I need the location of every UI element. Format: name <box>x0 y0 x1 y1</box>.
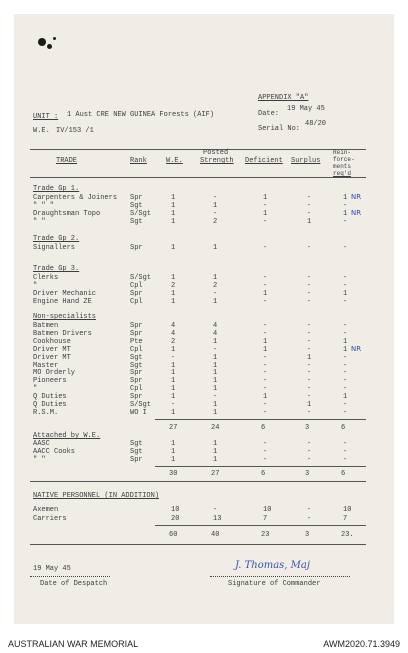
nr-annotation: NR <box>351 344 362 353</box>
rank-cell: Sgt <box>130 447 143 456</box>
posted-cell: 1 <box>213 440 218 448</box>
group-title: Trade Gp 2. <box>33 235 80 243</box>
posted-cell: - <box>213 393 218 402</box>
attached-title: Attached by W.E. <box>33 432 101 440</box>
caption-right: AWM2020.71.3949 <box>323 639 400 649</box>
we-cell: 1 <box>171 274 176 282</box>
posted-cell: 1 <box>213 447 218 456</box>
rank-cell: Cpl <box>130 297 143 306</box>
posted-cell: 1 <box>213 274 218 282</box>
deficient-cell: 1 <box>263 194 268 202</box>
we-value: IV/153 /1 <box>56 127 94 135</box>
posted-cell: 2 <box>213 281 218 290</box>
rank-cell: Spr <box>130 377 143 386</box>
deficient-cell: 10 <box>263 506 272 514</box>
posted-cell: 1 <box>213 455 218 464</box>
reinf-cell: 10 <box>343 506 352 514</box>
reinf-cell: 7 <box>343 515 348 523</box>
posted-cell: 1 <box>213 353 218 362</box>
total-deficient: 6 <box>261 424 266 432</box>
trade-cell: Signallers <box>33 244 76 252</box>
posted-cell: - <box>213 194 218 202</box>
deficient-cell: - <box>263 353 268 362</box>
subtotal-rule <box>155 466 366 467</box>
deficient-cell: - <box>263 377 268 386</box>
reinf-cell: - <box>343 369 348 378</box>
rank-cell: S/Sgt <box>130 209 152 218</box>
surplus-cell: - <box>307 447 312 456</box>
surplus-cell: - <box>307 377 312 386</box>
surplus-cell: - <box>307 274 312 282</box>
reinf-cell: 1 <box>343 337 348 346</box>
total-posted: 24 <box>211 424 220 432</box>
reinf-cell: - <box>343 244 348 252</box>
surplus-cell: - <box>307 329 312 338</box>
surplus-cell: - <box>307 201 312 210</box>
rank-cell: Sgt <box>130 361 143 370</box>
col-reinf: req'd <box>333 170 352 177</box>
total-deficient: 6 <box>261 470 266 478</box>
we-cell: 1 <box>171 297 176 306</box>
posted-cell: 4 <box>213 329 218 338</box>
col-we: W.E. <box>166 157 183 165</box>
surplus-cell: - <box>307 393 312 402</box>
deficient-cell: 1 <box>263 393 268 402</box>
we-cell: 2 <box>171 337 176 346</box>
reinf-cell: - <box>343 401 348 409</box>
surplus-cell: 1 <box>307 353 312 362</box>
posted-cell: 1 <box>213 401 218 409</box>
nr-annotation: NR <box>351 193 362 201</box>
col-rank: Rank <box>130 157 147 165</box>
deficient-cell: - <box>263 217 268 226</box>
reinf-cell: - <box>343 377 348 386</box>
posted-cell: 2 <box>213 217 218 226</box>
posted-cell: 1 <box>213 201 218 210</box>
we-cell: - <box>171 401 176 409</box>
we-cell: 2 <box>171 281 176 290</box>
trade-cell: Master <box>33 361 59 370</box>
rank-cell: Cpl <box>130 345 143 354</box>
trade-cell: Pioneers <box>33 377 67 386</box>
trade-cell: Driver Mechanic <box>33 289 97 298</box>
section-rule <box>30 481 366 482</box>
posted-cell: - <box>213 289 218 298</box>
deficient-cell: - <box>263 281 268 290</box>
group-title: Trade Gp 1. <box>33 185 80 193</box>
deficient-cell: - <box>263 401 268 409</box>
reinf-cell: - <box>343 353 348 362</box>
surplus-cell: - <box>307 297 312 306</box>
surplus-cell: - <box>307 455 312 464</box>
caption-left: AUSTRALIAN WAR MEMORIAL <box>8 639 139 649</box>
total-rule <box>155 525 366 526</box>
trade-cell: Driver MT <box>33 345 71 354</box>
column-header-rule <box>30 177 366 178</box>
trade-cell: Cookhouse <box>33 337 71 346</box>
col-trade: TRADE <box>56 157 78 165</box>
nr-annotation: NR <box>351 208 362 217</box>
deficient-cell: - <box>263 297 268 306</box>
rank-cell: Sgt <box>130 353 143 362</box>
total-we: 27 <box>169 424 178 432</box>
total-reinf: 6 <box>341 424 346 432</box>
deficient-cell: 7 <box>263 515 268 523</box>
we-cell: 20 <box>171 515 180 523</box>
reinf-cell: - <box>343 329 348 338</box>
posted-cell: 1 <box>213 385 218 394</box>
dispatch-label: Date of Despatch <box>40 580 108 588</box>
trade-cell: Q Duties <box>33 393 67 402</box>
we-cell: 1 <box>171 217 176 226</box>
trade-cell: " " <box>33 217 46 226</box>
reinf-cell: - <box>343 281 348 290</box>
unit-label: UNIT : <box>33 113 59 121</box>
reinf-cell: 1 <box>343 345 348 354</box>
deficient-cell: - <box>263 244 268 252</box>
trade-cell: Engine Hand ZE <box>33 297 92 306</box>
surplus-cell: - <box>307 345 312 354</box>
trade-cell: Carriers <box>33 515 67 523</box>
we-cell: 1 <box>171 244 176 252</box>
trade-cell: Clerks <box>33 274 59 282</box>
col-reinf: forcе- <box>333 156 355 163</box>
deficient-cell: - <box>263 369 268 378</box>
posted-cell: 1 <box>213 377 218 386</box>
trade-cell: MO Orderly <box>33 369 76 378</box>
group-title: Trade Gp 3. <box>33 265 80 273</box>
surplus-cell: - <box>307 209 312 218</box>
serial-label: Serial No: <box>258 125 301 133</box>
we-cell: 1 <box>171 440 176 448</box>
reinf-cell: - <box>343 455 348 464</box>
posted-cell: - <box>213 345 218 354</box>
col-reinf: ments <box>333 163 352 170</box>
punch-hole <box>47 44 52 49</box>
header-rule <box>30 149 366 150</box>
posted-cell: - <box>213 209 218 218</box>
surplus-cell: - <box>307 506 312 514</box>
date-label: Date: <box>258 110 280 118</box>
posted-cell: 1 <box>213 369 218 378</box>
we-cell: 1 <box>171 369 176 378</box>
rank-cell: Spr <box>130 369 143 378</box>
surplus-cell: - <box>307 244 312 252</box>
reinf-cell: - <box>343 274 348 282</box>
rank-cell: Spr <box>130 244 143 252</box>
reinf-cell: - <box>343 201 348 210</box>
appendix-label: APPENDIX "A" <box>258 94 309 102</box>
col-surplus: Surplus <box>291 157 321 165</box>
total-surplus: 3 <box>305 424 310 432</box>
total-we: 30 <box>169 470 178 478</box>
surplus-cell: - <box>307 289 312 298</box>
rank-cell: Spr <box>130 194 143 202</box>
reinf-cell: - <box>343 440 348 448</box>
deficient-cell: - <box>263 440 268 448</box>
surplus-cell: - <box>307 322 312 330</box>
col-deficient: Deficient <box>245 157 283 165</box>
deficient-cell: - <box>263 455 268 464</box>
posted-cell: 1 <box>213 297 218 306</box>
we-cell: 1 <box>171 361 176 370</box>
date-value: 19 May 45 <box>287 105 325 113</box>
trade-cell: " " " <box>33 201 55 210</box>
dispatch-dots <box>30 576 110 577</box>
reinf-cell: 1 <box>343 194 348 202</box>
surplus-cell: - <box>307 385 312 394</box>
reinf-cell: - <box>343 361 348 370</box>
rank-cell: Sgt <box>130 201 143 210</box>
posted-cell: - <box>213 506 218 514</box>
rank-cell: WO I <box>130 408 147 417</box>
total-reinf: 23. <box>341 531 354 539</box>
deficient-cell: - <box>263 274 268 282</box>
posted-cell: 4 <box>213 322 218 330</box>
trade-cell: Driver MT <box>33 353 71 362</box>
we-cell: 1 <box>171 289 176 298</box>
reinf-cell: 1 <box>343 393 348 402</box>
reinf-cell: - <box>343 217 348 226</box>
total-we: 60 <box>169 531 178 539</box>
we-cell: 1 <box>171 209 176 218</box>
surplus-cell: - <box>307 515 312 523</box>
deficient-cell: - <box>263 408 268 417</box>
rank-cell: Cpl <box>130 385 143 394</box>
surplus-cell: - <box>307 440 312 448</box>
rank-cell: Pte <box>130 337 143 346</box>
group-title: Non-specialists <box>33 313 97 321</box>
col-posted: Strength <box>200 157 234 165</box>
we-label: W.E. <box>33 127 50 135</box>
surplus-cell: - <box>307 281 312 290</box>
reinf-cell: - <box>343 297 348 306</box>
dispatch-date: 19 May 45 <box>33 565 71 573</box>
surplus-cell: - <box>307 194 312 202</box>
trade-cell: Batmen Drivers <box>33 329 92 338</box>
we-cell: 10 <box>171 506 180 514</box>
total-surplus: 3 <box>305 531 310 539</box>
we-cell: 1 <box>171 201 176 210</box>
rank-cell: Spr <box>130 393 143 402</box>
trade-cell: AACC Cooks <box>33 447 76 456</box>
surplus-cell: - <box>307 337 312 346</box>
deficient-cell: 1 <box>263 209 268 218</box>
reinf-cell: - <box>343 408 348 417</box>
posted-cell: 1 <box>213 361 218 370</box>
unit-value: 1 Aust CRE NEW GUINEA Forests (AIF) <box>67 111 215 119</box>
rank-cell: Sgt <box>130 440 143 448</box>
we-cell: 1 <box>171 393 176 402</box>
rank-cell: S/Sgt <box>130 274 152 282</box>
we-cell: 1 <box>171 447 176 456</box>
native-title: NATIVE PERSONNEL (IN ADDITION) <box>33 492 160 500</box>
punch-hole <box>53 37 56 40</box>
we-cell: 1 <box>171 377 176 386</box>
subtotal-rule <box>155 419 366 420</box>
signature-label: Signature of Commander <box>228 580 321 588</box>
surplus-cell: - <box>307 408 312 417</box>
serial-value: 48/20 <box>305 120 327 128</box>
rank-cell: Cpl <box>130 281 143 290</box>
reinf-cell: - <box>343 322 348 330</box>
total-deficient: 23 <box>261 531 270 539</box>
reinf-cell: 1 <box>343 289 348 298</box>
trade-cell: Draughtsman Topo <box>33 209 101 218</box>
trade-cell: " " <box>33 455 46 464</box>
we-cell: 4 <box>171 329 176 338</box>
total-posted: 40 <box>211 531 220 539</box>
trade-cell: Q Duties <box>33 401 67 409</box>
posted-cell: 1 <box>213 244 218 252</box>
trade-cell: AASC <box>33 440 50 448</box>
closing-rule <box>30 544 366 545</box>
surplus-cell: 1 <box>307 217 312 226</box>
commander-signature: J. Thomas, Maj <box>235 560 310 571</box>
deficient-cell: - <box>263 329 268 338</box>
we-cell: 1 <box>171 194 176 202</box>
col-reinf: Rein- <box>333 149 352 156</box>
deficient-cell: - <box>263 201 268 210</box>
rank-cell: Spr <box>130 329 143 338</box>
posted-cell: 1 <box>213 337 218 346</box>
total-surplus: 3 <box>305 470 310 478</box>
trade-cell: Batmen <box>33 322 59 330</box>
posted-cell: 13 <box>213 515 222 523</box>
surplus-cell: 1 <box>307 401 312 409</box>
deficient-cell: - <box>263 361 268 370</box>
trade-cell: " <box>33 281 38 290</box>
reinf-cell: - <box>343 447 348 456</box>
trade-cell: R.S.M. <box>33 408 59 417</box>
col-posted: Posted <box>203 149 229 157</box>
reinf-cell: - <box>343 385 348 394</box>
we-cell: 4 <box>171 322 176 330</box>
rank-cell: Sgt <box>130 217 143 226</box>
we-cell: 1 <box>171 455 176 464</box>
posted-cell: 1 <box>213 408 218 417</box>
punch-hole <box>38 38 46 46</box>
we-cell: 1 <box>171 345 176 354</box>
rank-cell: Spr <box>130 289 143 298</box>
we-cell: 1 <box>171 408 176 417</box>
we-cell: 1 <box>171 385 176 394</box>
total-reinf: 6 <box>341 470 346 478</box>
rank-cell: Spr <box>130 455 143 464</box>
deficient-cell: 1 <box>263 337 268 346</box>
surplus-cell: - <box>307 361 312 370</box>
deficient-cell: - <box>263 322 268 330</box>
rank-cell: S/Sgt <box>130 401 152 409</box>
rank-cell: Spr <box>130 322 143 330</box>
reinf-cell: 1 <box>343 209 348 218</box>
trade-cell: Axemen <box>33 506 59 514</box>
deficient-cell: - <box>263 447 268 456</box>
deficient-cell: 1 <box>263 289 268 298</box>
surplus-cell: - <box>307 369 312 378</box>
deficient-cell: - <box>263 385 268 394</box>
signature-dots <box>210 576 350 577</box>
total-posted: 27 <box>211 470 220 478</box>
trade-cell: Carpenters & Joiners <box>33 194 118 202</box>
trade-cell: " <box>33 385 38 394</box>
deficient-cell: 1 <box>263 345 268 354</box>
we-cell: - <box>171 353 176 362</box>
